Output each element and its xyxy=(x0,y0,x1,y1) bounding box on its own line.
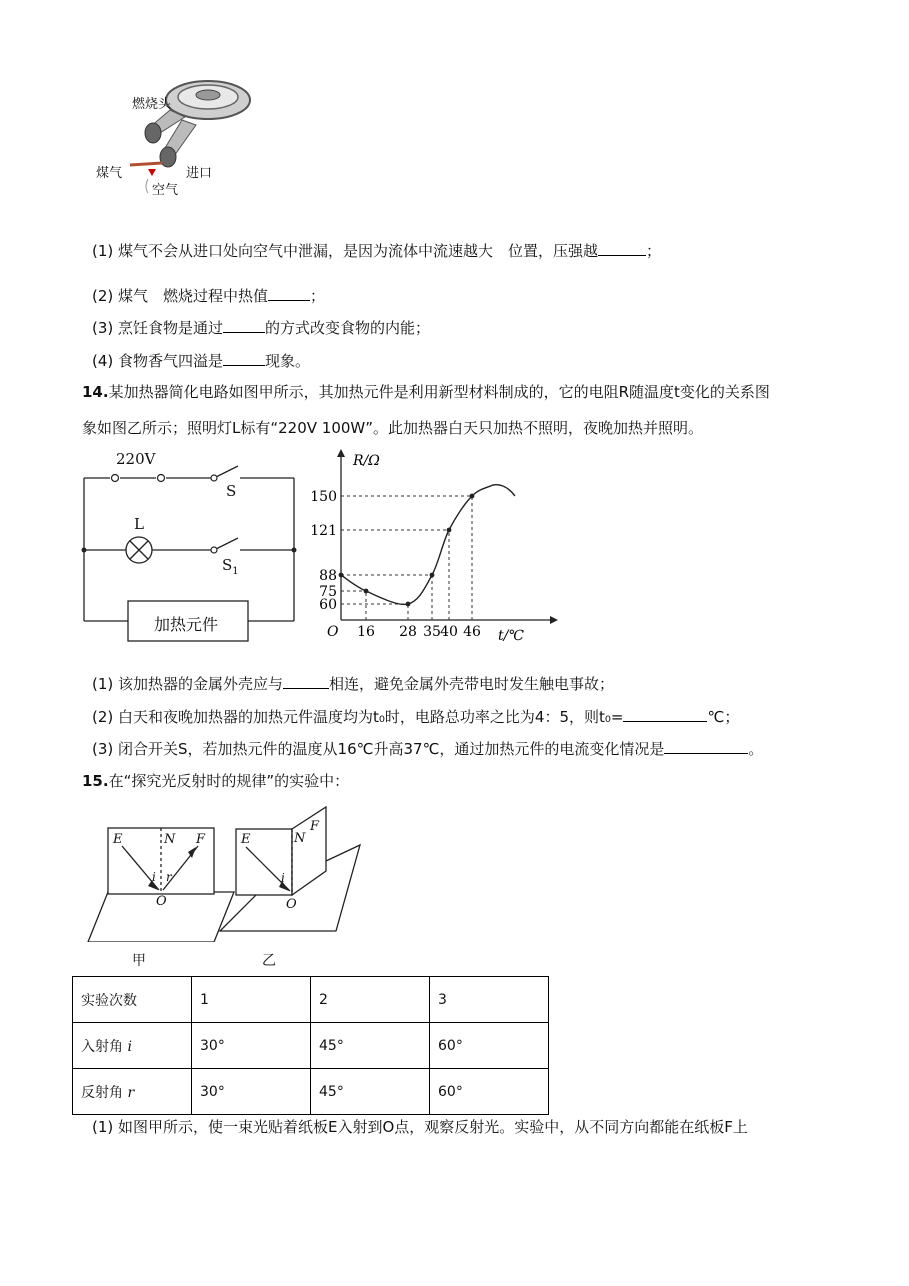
x-tick-label: 16 xyxy=(357,624,375,640)
answer-blank[interactable] xyxy=(283,673,329,689)
answer-blank[interactable] xyxy=(664,738,748,754)
answer-blank[interactable] xyxy=(598,240,646,256)
data-point xyxy=(470,494,475,499)
table-cell: 入射角 i xyxy=(73,1023,192,1069)
switch-s1-label: $S_1$ xyxy=(222,556,239,577)
reflection-data-table xyxy=(72,976,549,1115)
resistance-curve xyxy=(341,485,515,605)
table-cell: 45° xyxy=(311,1023,430,1069)
table-cell: 60° xyxy=(430,1023,549,1069)
x-axis-title: t/℃ xyxy=(498,628,525,644)
label-o: O xyxy=(286,897,297,912)
reflection-figure-b xyxy=(218,805,368,935)
burner-head-label: 燃烧头 xyxy=(132,97,172,112)
label-e: E xyxy=(113,832,123,847)
q15-item-1: (1) 如图甲所示，使一束光贴着纸板E入射到O点，观察反射光。实验中，从不同方向都能在纸板F上 xyxy=(92,1118,748,1136)
y-axis-arrow xyxy=(337,449,345,457)
question-number: 15. xyxy=(82,772,109,790)
data-point xyxy=(339,573,344,578)
voltage-label: 220V xyxy=(116,450,156,468)
table-cell: 实验次数 xyxy=(73,977,192,1023)
q13-item-1: (1) 煤气不会从进口处向空气中泄漏，是因为流体中流速越大 位置，压强越 ； xyxy=(92,242,662,260)
reflection-diagram-a xyxy=(86,822,236,942)
q14-item-2: (2) 白天和夜晚加热器的加热元件温度均为t₀时，电路总功率之比为4：5，则t₀= ℃； xyxy=(92,708,740,726)
reflection-diagram-b xyxy=(218,805,368,935)
data-point xyxy=(364,589,369,594)
heater-label: 加热元件 xyxy=(154,615,219,634)
table-row xyxy=(73,1023,549,1069)
gas-label: 煤气 xyxy=(96,166,123,181)
label-i: i xyxy=(281,871,285,885)
q14-stem-line1: 14.某加热器简化电路如图甲所示，其加热元件是利用新型材料制成的，它的电阻R随温度t变化的关系图 xyxy=(82,383,770,401)
answer-blank[interactable] xyxy=(268,285,310,301)
answer-blank[interactable] xyxy=(623,706,707,722)
label-f: F xyxy=(310,819,320,834)
q15-stem: 15.在“探究光反射时的规律”的实验中： xyxy=(82,772,350,790)
q14-item-1: (1) 该加热器的金属外壳应与 相连，避免金属外壳带电时发生触电事故； xyxy=(92,675,615,693)
label-n: N xyxy=(164,832,176,847)
table-row xyxy=(73,1069,549,1115)
lamp-label: L xyxy=(134,515,144,533)
y-tick-label: 60 xyxy=(319,597,337,613)
switch-s-label: S xyxy=(226,482,237,500)
y-axis-title: R/Ω xyxy=(353,453,380,469)
burner-illustration xyxy=(90,75,280,200)
label-r: r xyxy=(166,870,172,884)
table-cell: 30° xyxy=(192,1023,311,1069)
table-cell: 60° xyxy=(430,1069,549,1115)
y-tick-label: 88 xyxy=(319,568,337,584)
answer-blank[interactable] xyxy=(223,350,265,366)
table-cell: 45° xyxy=(311,1069,430,1115)
q13-item-4: (4) 食物香气四溢是 现象。 xyxy=(92,352,311,370)
y-tick-label: 150 xyxy=(310,489,337,505)
air-label: 空气 xyxy=(152,183,179,198)
data-point xyxy=(430,573,435,578)
table-cell: 30° xyxy=(192,1069,311,1115)
q14-stem-line2: 象如图乙所示；照明灯L标有“220V 100W”。此加热器白天只加热不照明，夜晚加热并照明。 xyxy=(82,419,704,437)
origin-label: O xyxy=(327,624,339,640)
table-cell: 3 xyxy=(430,977,549,1023)
x-axis-arrow xyxy=(550,616,558,624)
data-point xyxy=(447,528,452,533)
y-tick-label: 121 xyxy=(310,523,337,539)
inlet-label: 进口 xyxy=(186,166,213,181)
label-n: N xyxy=(294,831,306,846)
question-number: 14. xyxy=(82,383,109,401)
x-tick-label: 40 xyxy=(440,624,458,640)
label-i: i xyxy=(152,870,156,884)
x-tick-label: 35 xyxy=(423,624,441,640)
label-e: E xyxy=(241,832,251,847)
resistance-temperature-chart xyxy=(310,445,560,650)
figure-a-caption: 甲 xyxy=(132,953,146,969)
x-tick-label: 28 xyxy=(399,624,417,640)
circuit-diagram xyxy=(80,448,305,653)
table-row xyxy=(73,977,549,1023)
q13-item-2: (2) 煤气 燃烧过程中热值 ； xyxy=(92,287,326,305)
reflection-figure-a xyxy=(86,822,236,942)
q13-item-3: (3) 烹饪食物是通过 的方式改变食物的内能； xyxy=(92,319,431,337)
figure-b-caption: 乙 xyxy=(262,953,276,969)
table-cell: 1 xyxy=(192,977,311,1023)
answer-blank[interactable] xyxy=(223,317,265,333)
q14-item-3: (3) 闭合开关S，若加热元件的温度从16℃升高37℃，通过加热元件的电流变化情况是 。 xyxy=(92,740,764,758)
y-tick-label: 75 xyxy=(319,584,337,600)
table-cell: 2 xyxy=(311,977,430,1023)
burner-figure xyxy=(90,75,280,200)
table-cell: 反射角 r xyxy=(73,1069,192,1115)
x-tick-label: 46 xyxy=(463,624,481,640)
label-f: F xyxy=(196,832,206,847)
label-o: O xyxy=(156,894,167,909)
data-point xyxy=(406,602,411,607)
